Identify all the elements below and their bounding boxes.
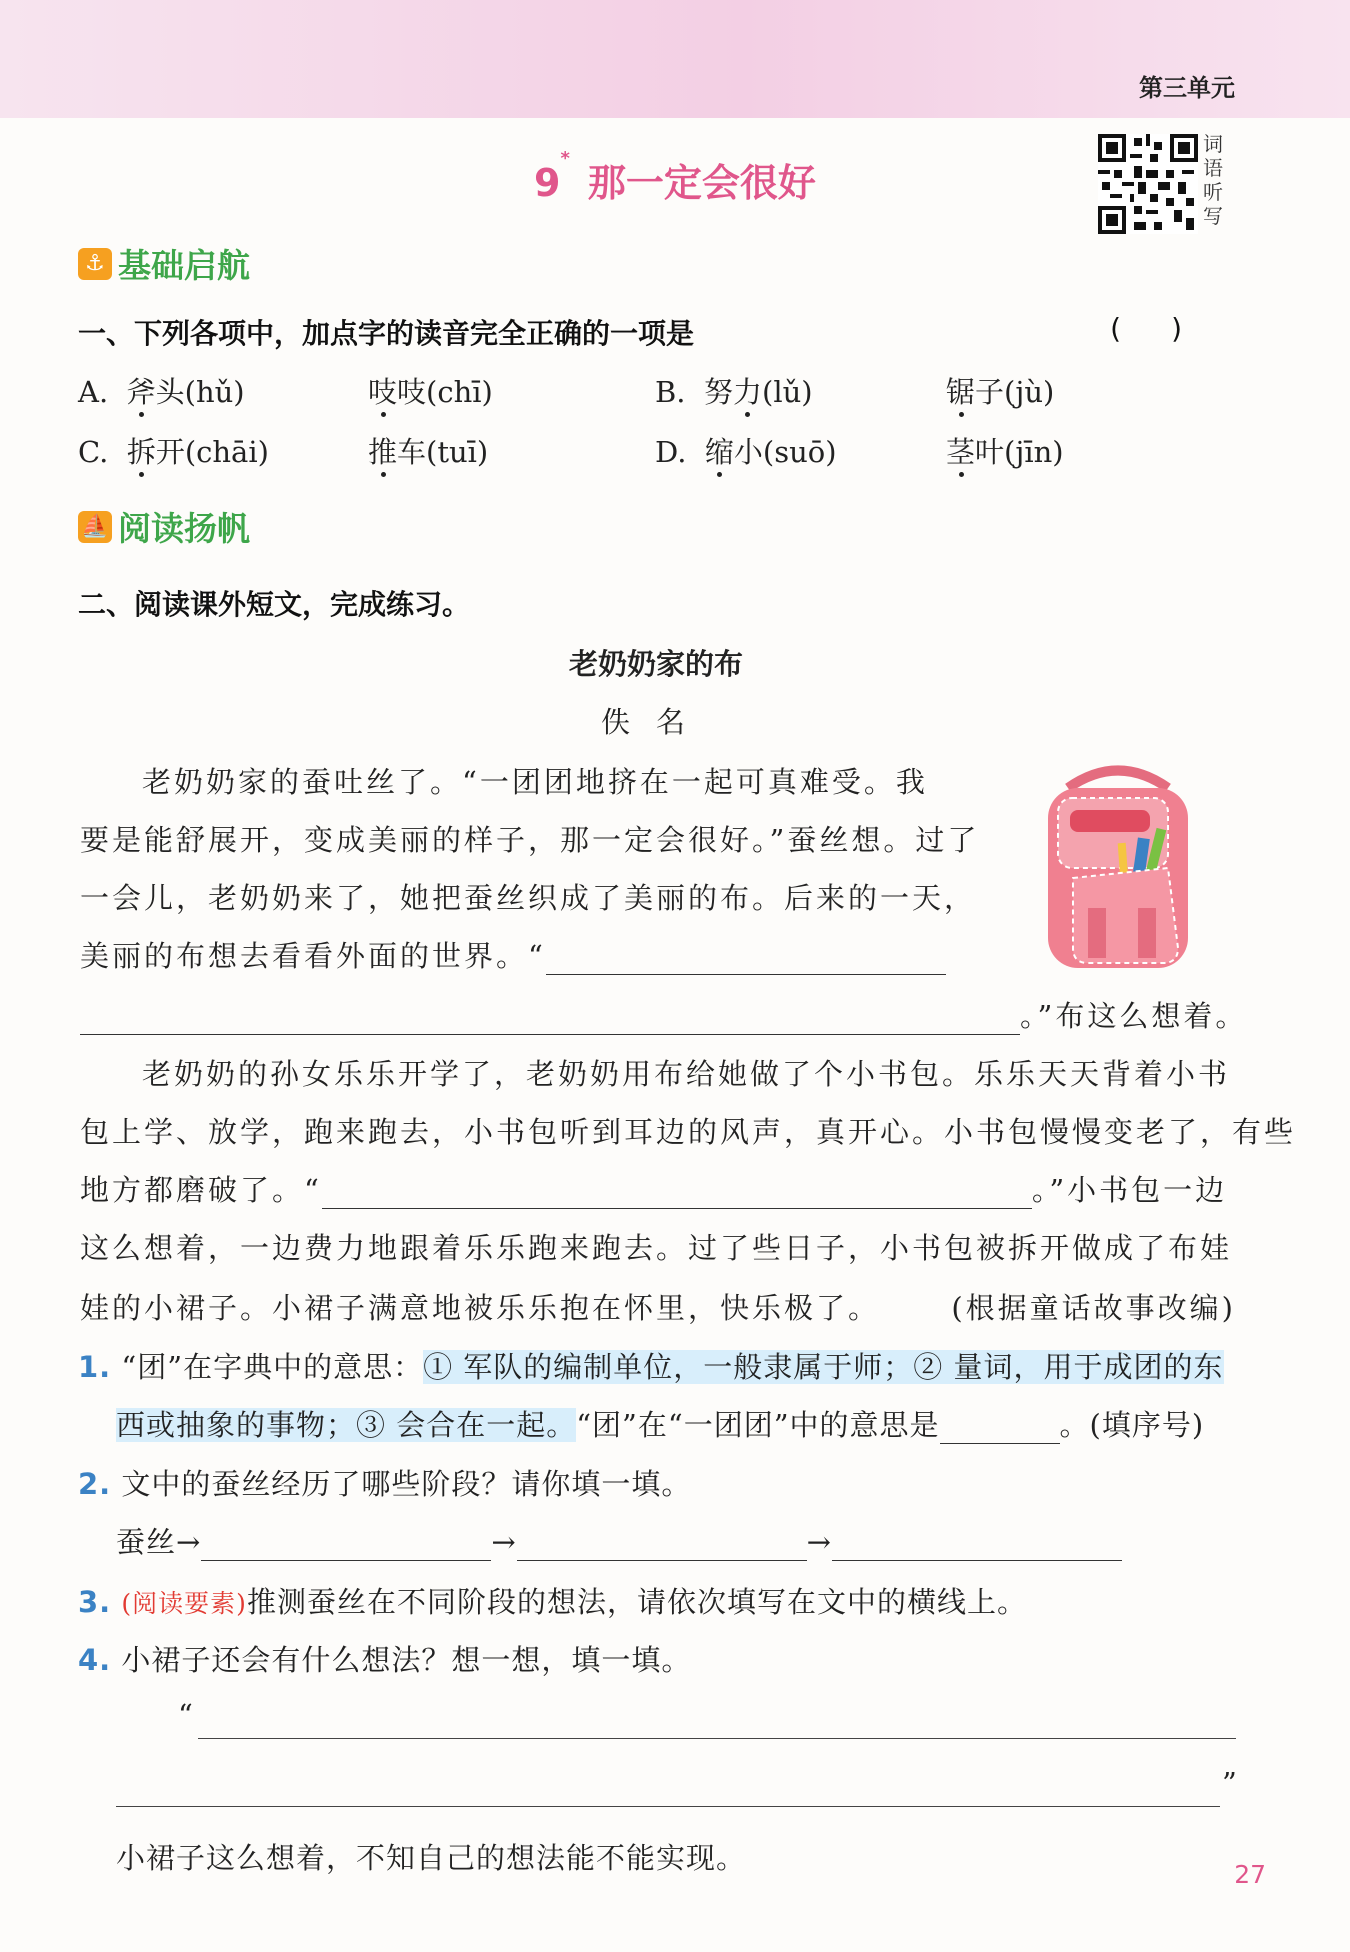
answer-bracket[interactable]: () (1110, 312, 1232, 345)
option-a[interactable]: A. 斧头(hǔ) (78, 375, 245, 409)
passage-line: 。”布这么想着。 (80, 994, 1247, 1035)
passage-author: 佚名 (600, 705, 711, 739)
answer-line[interactable] (116, 1806, 1220, 1807)
passage-line: 要是能舒展开，变成美丽的样子，那一定会很好。”蚕丝想。过了 (80, 823, 980, 857)
option-a-word-2: 吱吱(chī) (368, 375, 493, 409)
passage-title: 老奶奶家的布 (568, 647, 743, 681)
passage-line: 老奶奶家的蚕吐丝了。“一团团地挤在一起可真难受。我 (142, 765, 928, 799)
answer-blank[interactable] (546, 945, 946, 975)
question-2: 2. 文中的蚕丝经历了哪些阶段？请你填一填。 (78, 1467, 692, 1501)
passage-line: 娃的小裙子。小裙子满意地被乐乐抱在怀里，快乐极了。 (根据童话故事改编) (80, 1286, 1236, 1327)
unit-label: 第三单元 (1139, 74, 1235, 102)
question-1: 1. “团”在字典中的意思：① 军队的编制单位，一般隶属于师；② 量词，用于成团的东 (78, 1350, 1224, 1384)
answer-blank[interactable] (832, 1531, 1122, 1561)
question-2-chain: 蚕丝→ → → (116, 1520, 1122, 1561)
answer-blank[interactable] (940, 1414, 1060, 1444)
backpack-illustration (1028, 758, 1208, 978)
qr-label: 词 语 听 写 (1203, 132, 1223, 228)
answer-line[interactable] (198, 1738, 1236, 1739)
passage-source: (根据童话故事改编) (951, 1291, 1236, 1325)
passage-line: 美丽的布想去看看外面的世界。“ (80, 934, 946, 975)
answer-blank[interactable] (322, 1179, 1032, 1209)
question-1-cont: 西或抽象的事物；③ 会合在一起。“团”在“一团团”中的意思是 。(填序号) (116, 1408, 1205, 1442)
question-4: 4. 小裙子还会有什么想法？想一想，填一填。 (78, 1643, 692, 1677)
passage-line: 这么想着，一边费力地跟着乐乐跑来跑去。过了些日子，小书包被拆开做成了布娃 (80, 1231, 1233, 1265)
open-quote: “ (178, 1698, 196, 1732)
sail-icon: ⛵ (78, 511, 112, 543)
answer-blank[interactable] (80, 1005, 1020, 1035)
page-number: 27 (1234, 1860, 1266, 1889)
question-1-title: 一、下列各项中，加点字的读音完全正确的一项是 (78, 317, 695, 350)
lesson-number: 9 (534, 161, 561, 205)
section-reading: ⛵ 阅读扬帆 (78, 503, 250, 550)
close-quote: ” (1222, 1766, 1240, 1800)
passage-line: 老奶奶的孙女乐乐开学了，老奶奶用布给她做了个小书包。乐乐天天背着小书 (142, 1057, 1231, 1091)
answer-blank[interactable] (201, 1531, 491, 1561)
lesson-mark: * (560, 148, 570, 169)
option-b[interactable]: B. 努力(lǔ) (655, 375, 813, 409)
answer-blank[interactable] (517, 1531, 807, 1561)
option-d[interactable]: D. 缩小(suō) (655, 435, 837, 469)
option-b-word-2: 锯子(jù) (946, 375, 1055, 409)
question-2-title: 二、阅读课外短文，完成练习。 (78, 588, 471, 621)
reading-element-tag: (阅读要素) (121, 1589, 247, 1618)
question-3: 3. (阅读要素)推测蚕丝在不同阶段的想法，请依次填写在文中的横线上。 (78, 1585, 1027, 1619)
passage-line: 一会儿，老奶奶来了，她把蚕丝织成了美丽的布。后来的一天， (80, 881, 977, 915)
option-c-word-2: 推车(tuī) (368, 435, 489, 469)
qr-code-icon[interactable] (1098, 134, 1198, 234)
lesson-name: 那一定会很好 (587, 161, 816, 205)
section-basic: ⚓ 基础启航 (78, 240, 250, 287)
anchor-icon: ⚓ (78, 248, 112, 280)
passage-line: 包上学、放学，跑来跑去，小书包听到耳边的风声，真开心。小书包慢慢变老了，有些 (80, 1115, 1297, 1149)
option-c[interactable]: C. 拆开(chāi) (78, 435, 269, 469)
passage-line: 地方都磨破了。“ 。”小书包一边 (80, 1173, 1228, 1207)
question-4-ending: 小裙子这么想着，不知自己的想法能不能实现。 (116, 1841, 747, 1875)
option-d-word-2: 茎叶(jīn) (946, 435, 1064, 469)
